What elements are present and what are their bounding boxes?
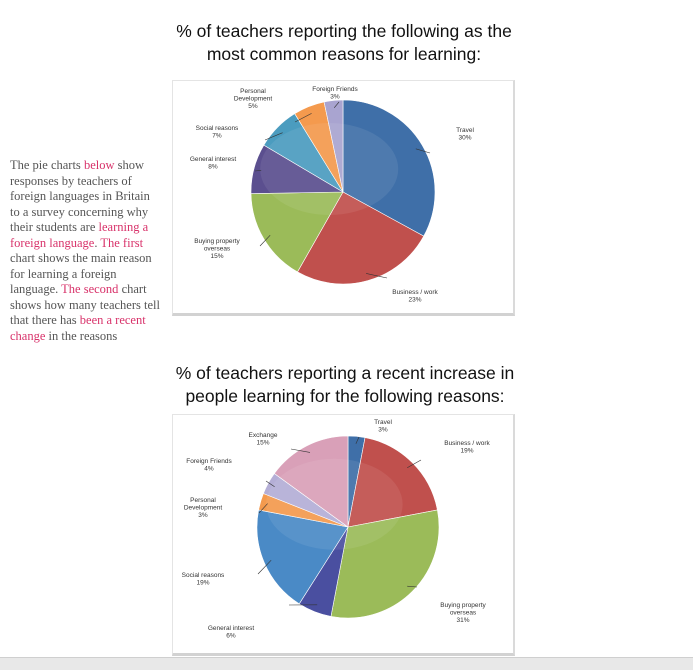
pie-label-name: Business / work: [444, 440, 490, 447]
pie-label-value: 23%: [408, 297, 421, 304]
pie-label-value: 4%: [204, 466, 214, 473]
sidebar-description: [10, 158, 160, 344]
pie-label-value: 3%: [330, 94, 340, 101]
pie-chart-2: [173, 415, 513, 653]
highlighted-phrase: learning a foreign language: [10, 220, 148, 250]
pie-label-value: 19%: [196, 580, 209, 587]
pie-label-value: 6%: [226, 633, 236, 640]
chart-frame-1: [172, 80, 515, 316]
sidebar-text-segment: chart shows how many teachers tell that there has: [10, 282, 160, 327]
pie-label-value: 7%: [212, 133, 222, 140]
sidebar-text-segment: chart shows the main reason for learning a foreign language.: [10, 251, 152, 296]
highlighted-phrase: been a recent change: [10, 313, 146, 343]
pie-label-value: 5%: [248, 103, 258, 110]
sidebar-text-segment: to a survey concerning why their students are: [10, 205, 148, 235]
chart-frame-2: [172, 414, 515, 656]
pie-label-value: 3%: [198, 512, 208, 519]
pie-label-value: 8%: [208, 164, 218, 171]
pie-label-name: overseas: [450, 610, 477, 617]
pie-label-value: 15%: [256, 440, 269, 447]
pie-sheen: [260, 123, 398, 215]
pie-label-value: 15%: [210, 253, 223, 260]
pie-sheen: [266, 459, 403, 550]
pie-label-name: Personal: [190, 497, 216, 504]
pie-label-name: overseas: [204, 246, 231, 253]
bottom-scrollbar[interactable]: [0, 657, 693, 670]
pie-label-name: General interest: [208, 625, 254, 632]
pie-label-name: Personal: [240, 88, 266, 95]
chart-title-1: % of teachers reporting the following as the most common reasons for learning:: [168, 20, 520, 66]
pie-label-name: Travel: [374, 419, 392, 426]
pie-label-value: 3%: [378, 427, 388, 434]
sidebar-text-segment: The pie charts: [10, 158, 84, 172]
sidebar-text-segment: show responses by teachers of foreign languages in: [10, 158, 144, 203]
pie-label-value: 31%: [456, 617, 469, 624]
pie-label-name: Development: [184, 505, 222, 512]
pie-label-name: Exchange: [249, 432, 278, 439]
pie-label-name: Business / work: [392, 289, 438, 296]
highlighted-phrase: The second: [61, 282, 118, 296]
sidebar-text-segment: in the reasons: [45, 329, 117, 343]
pie-label-name: Social reasons: [196, 125, 239, 132]
pie-label-name: Development: [234, 96, 272, 103]
pie-label-value: 30%: [458, 135, 471, 142]
highlighted-phrase: The first: [100, 236, 143, 250]
pie-label-name: Foreign Friends: [186, 458, 232, 465]
pie-label-name: Travel: [456, 127, 474, 134]
pie-label-name: Buying property: [194, 238, 240, 245]
highlighted-phrase: below: [84, 158, 115, 172]
pie-chart-1: [173, 81, 513, 313]
chart-title-2: % of teachers reporting a recent increase in people learning for the following reasons:: [160, 362, 530, 408]
pie-label-value: 19%: [460, 448, 473, 455]
pie-label-name: Foreign Friends: [312, 86, 358, 93]
sidebar-text-segment: Britain: [115, 189, 150, 203]
pie-label-name: Social reasons: [182, 572, 225, 579]
pie-label-name: Buying property: [440, 602, 486, 609]
sidebar-text-segment: .: [94, 236, 100, 250]
pie-label-name: General interest: [190, 156, 236, 163]
